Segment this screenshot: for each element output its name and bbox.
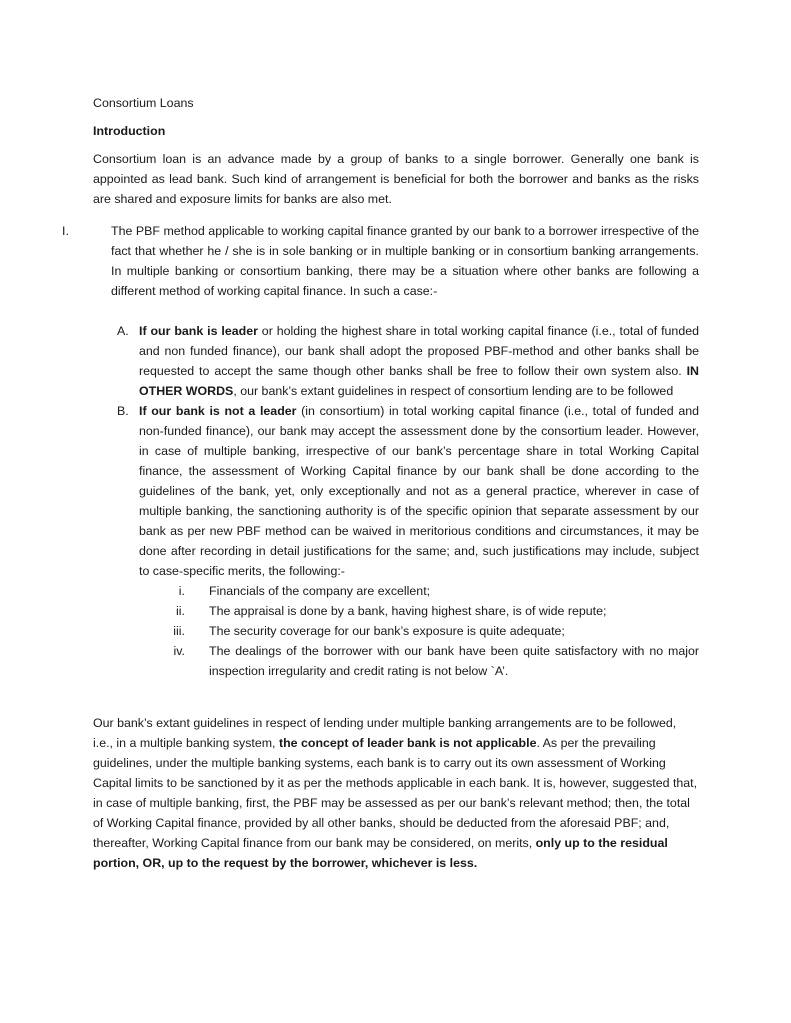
roman-number: i. bbox=[178, 584, 185, 598]
roman-list-item bbox=[139, 621, 699, 641]
bold-phrase: the concept of leader bank is not applicable bbox=[278, 736, 537, 750]
text-segment: or holding the highest share in total working capital finance (i.e., total of funded and non funded finance), our bank shall adopt the proposed PBF-method and other banks shall be requested to accept the same though other banks shall be free to follow their own system also. bbox=[139, 324, 699, 378]
text-segment: (in consortium) in total working capital finance (i.e., total of funded and non-funded finance), our bank may accept the assessment done by the consortium leader. However, in case of multiple banking, irrespective of our bank’s percentage share in total Working Capital finance, the assessment of Working Capital finance by our bank shall be done according to the guidelines of the bank, yet, only exceptionally and not as a general practice, wherever in case of multiple banking, the sanctioning authority is of the specific opinion that separate assessment by our bank as per new PBF method can be waived in meritorious conditions and circumstances, it may be done after recording in detail justifications for the same; and, such justifications may include, subject to case-specific merits, the following:- bbox=[139, 404, 699, 578]
intro-paragraph: Consortium loan is an advance made by a group of banks to a single borrower. Generally one bank is appointed as lead bank. Such kind of arrangement is beneficial for both the borrower and banks as the risks are shared and exposure limits for banks are also met. bbox=[93, 152, 699, 206]
list-item-b bbox=[111, 401, 699, 681]
list-letter: A. bbox=[117, 324, 129, 338]
bold-lead: If our bank is leader bbox=[139, 324, 258, 338]
section-1-text: The PBF method applicable to working capital finance granted by our bank to a borrower irrespective of the fact that whether he / she is in sole banking or in multiple banking or in consortium banking arrangements. In multiple banking or consortium banking, there may be a situation where other banks are following a different method of working capital finance. In such a case:- bbox=[111, 224, 699, 298]
section-1 bbox=[62, 221, 699, 301]
document-title: Consortium Loans bbox=[93, 96, 194, 110]
roman-number: iv. bbox=[173, 644, 185, 658]
section-number: I. bbox=[62, 224, 69, 238]
roman-list-item bbox=[139, 581, 699, 601]
list-item-a-text bbox=[139, 321, 699, 401]
roman-number: ii. bbox=[176, 604, 185, 618]
closing-paragraph bbox=[93, 713, 699, 873]
roman-item-text: Financials of the company are excellent; bbox=[209, 584, 431, 598]
document-page bbox=[62, 93, 699, 873]
bold-phrase: only up to the residual portion, OR, up to the request by the borrower, whichever is less. bbox=[93, 836, 668, 870]
roman-item-text: The security coverage for our bank’s exposure is quite adequate; bbox=[209, 624, 565, 638]
roman-item-text: The appraisal is done by a bank, having highest share, is of wide repute; bbox=[209, 604, 607, 618]
roman-number: iii. bbox=[173, 624, 185, 638]
bold-phrase: IN OTHER WORDS bbox=[139, 364, 699, 398]
section-heading: Introduction bbox=[93, 124, 166, 138]
text-segment: . As per the prevailing guidelines, under the multiple banking systems, each bank is to carry out its own assessment of Working Capital limits to be sanctioned by it as per the methods applicable in each bank. It is, however, suggested that, in case of multiple banking, first, the PBF may be assessed as per our bank’s relevant method; then, the total of Working Capital finance, provided by all other banks, should be deducted from the aforesaid PBF; and, thereafter, Working Capital finance from our bank may be considered, on merits, bbox=[93, 736, 698, 850]
text-segment: , our bank’s extant guidelines in respect of consortium lending are to be followed bbox=[233, 384, 674, 398]
roman-item-text: The dealings of the borrower with our bank have been quite satisfactory with no major inspection irregularity and credit rating is not below `A’. bbox=[209, 644, 699, 678]
roman-list-item bbox=[139, 641, 699, 681]
list-item-a bbox=[111, 321, 699, 401]
text-segment: Our bank’s extant guidelines in respect of lending under multiple banking arrangements are to be followed, i.e., in a multiple banking system, bbox=[93, 716, 677, 750]
roman-list-item bbox=[139, 601, 699, 621]
list-letter: B. bbox=[117, 404, 129, 418]
roman-list bbox=[139, 581, 699, 681]
bold-lead: If our bank is not a leader bbox=[139, 404, 297, 418]
list-item-b-text bbox=[139, 401, 699, 581]
